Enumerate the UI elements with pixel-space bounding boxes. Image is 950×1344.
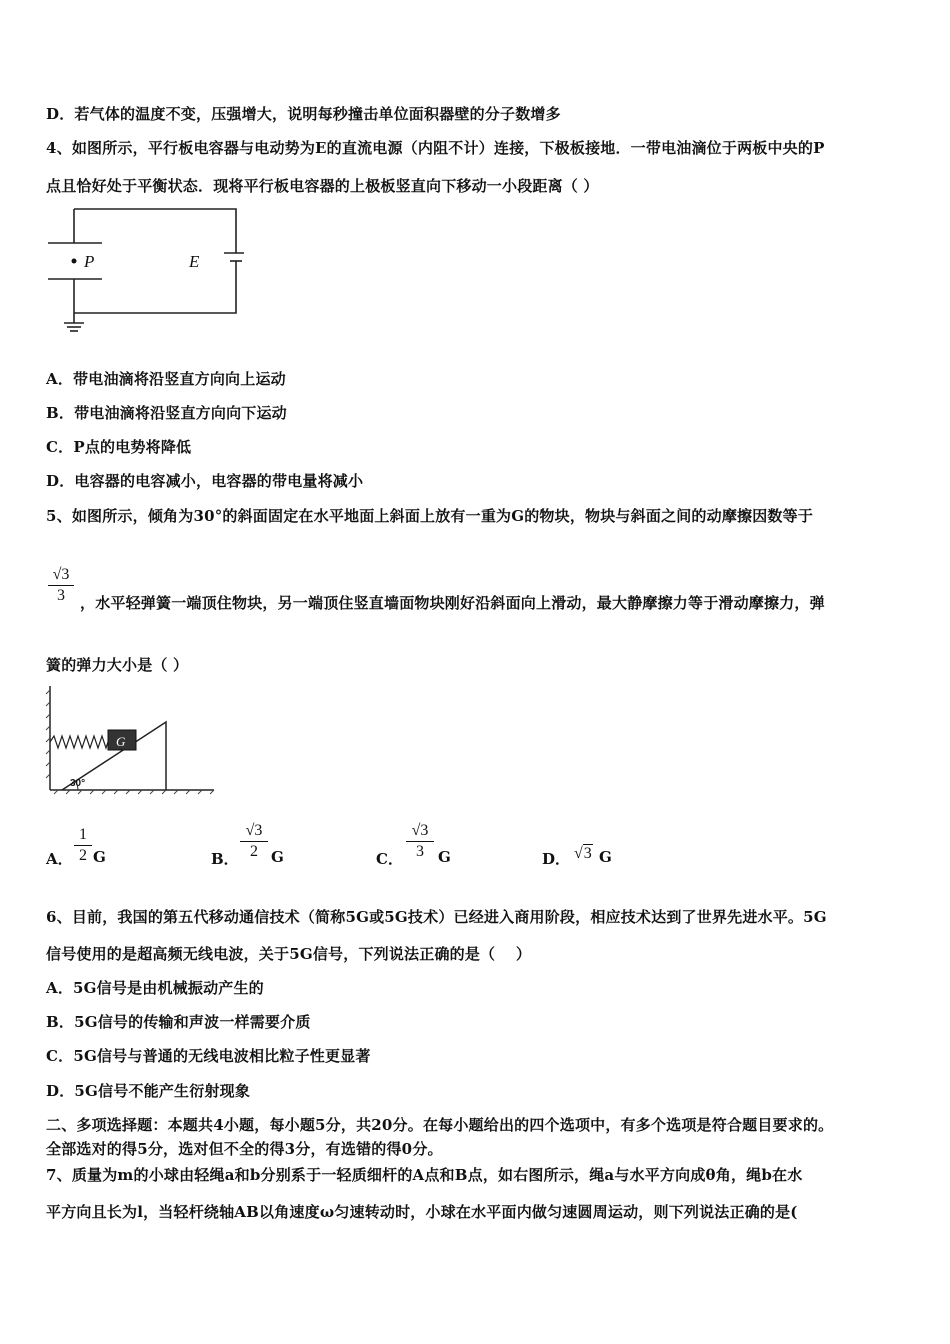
q5-option-c-letter: C． <box>376 850 403 868</box>
q6-stem-line2: 信号使用的是超高频无线电波，关于5G信号，下列说法正确的是（ ） <box>46 945 532 963</box>
q5-option-c-fraction <box>406 822 434 861</box>
q4-option-a: A．带电油滴将沿竖直方向向上运动 <box>46 370 286 388</box>
q5-option-a-fraction <box>74 826 92 865</box>
option-b-num: √3 <box>245 822 263 839</box>
q6-stem-line1: 6、目前，我国的第五代移动通信技术（简称5G或5G技术）已经进入商用阶段，相应技术达到了世界先进水平。5G <box>46 908 827 926</box>
label-e: E <box>189 252 200 271</box>
q4-option-b: B．带电油滴将沿竖直方向向下运动 <box>46 404 287 422</box>
option-b-den: 2 <box>250 843 258 860</box>
q4-stem-line1: 4、如图所示，平行板电容器与电动势为E的直流电源（内阻不计）连接，下极板接地．一带电油滴位于两板中央的P <box>46 139 825 157</box>
q5-option-b-unit: G <box>271 848 284 866</box>
q6-option-c: C．5G信号与普通的无线电波相比粒子性更显著 <box>46 1047 371 1065</box>
q5-option-c-unit: G <box>438 848 451 866</box>
q6-option-d: D．5G信号不能产生衍射现象 <box>46 1082 251 1100</box>
q5-option-a-letter: A． <box>46 850 73 868</box>
q5-option-b-fraction <box>240 822 268 861</box>
option-a-den: 2 <box>79 847 87 864</box>
q5-stem-line2: ，水平轻弹簧一端顶住物块，另一端顶住竖直墙面物块刚好沿斜面向上滑动，最大静摩擦力等于滑动摩擦力，弹 <box>80 594 825 612</box>
q5-option-d-unit: G <box>599 848 612 866</box>
q5-option-b-letter: B． <box>211 850 239 868</box>
q5-mu-fraction <box>48 566 74 605</box>
mu-numerator: √3 <box>52 566 70 583</box>
option-a-num: 1 <box>79 826 87 843</box>
option-c-num: √3 <box>411 822 429 839</box>
label-g: G <box>116 734 126 749</box>
q5-option-d-root: √3 <box>574 845 592 862</box>
q5-option-a-unit: G <box>93 848 106 866</box>
q4-circuit-figure <box>44 205 244 343</box>
label-p: P <box>84 252 95 271</box>
option-c-den: 3 <box>416 843 424 860</box>
label-angle: 30° <box>70 778 86 789</box>
q5-incline-figure <box>44 682 219 797</box>
q6-option-b: B．5G信号的传输和声波一样需要介质 <box>46 1013 311 1031</box>
q5-option-d-letter: D． <box>542 850 571 868</box>
q4-stem-line2: 点且恰好处于平衡状态．现将平行板电容器的上极板竖直向下移动一小段距离（ ） <box>46 177 599 195</box>
oil-drop <box>72 259 77 264</box>
mu-denominator: 3 <box>57 587 65 604</box>
q7-stem-line1: 7、质量为m的小球由轻绳a和b分别系于一轻质细杆的A点和B点，如右图所示，绳a与水平方向成θ角，绳b在水 <box>46 1166 803 1184</box>
q7-stem-line2: 平方向且长为l，当轻杆绕轴AB以角速度ω匀速转动时，小球在水平面内做匀速圆周运动，则下列说法正确的是( <box>46 1203 798 1221</box>
section2-line2: 全部选对的得5分，选对但不全的得3分，有选错的得0分。 <box>46 1140 443 1158</box>
q5-stem-line3: 簧的弹力大小是（ ） <box>46 656 189 674</box>
section2-line1: 二、多项选择题：本题共4小题，每小题5分，共20分。在每小题给出的四个选项中，有多个选项是符合题目要求的。 <box>46 1116 834 1134</box>
option-d-radicand: 3 <box>583 845 592 862</box>
q4-option-c: C．P点的电势将降低 <box>46 438 192 456</box>
spring <box>50 736 108 748</box>
q5-stem-line1: 5、如图所示，倾角为30°的斜面固定在水平地面上斜面上放有一重为G的物块，物块与斜面之间的动摩擦因数等于 <box>46 507 814 525</box>
q4-option-d: D．电容器的电容减小，电容器的带电量将减小 <box>46 472 364 490</box>
q3-option-d: D．若气体的温度不变，压强增大，说明每秒撞击单位面积器壁的分子数增多 <box>46 105 561 123</box>
q6-option-a: A．5G信号是由机械振动产生的 <box>46 979 264 997</box>
